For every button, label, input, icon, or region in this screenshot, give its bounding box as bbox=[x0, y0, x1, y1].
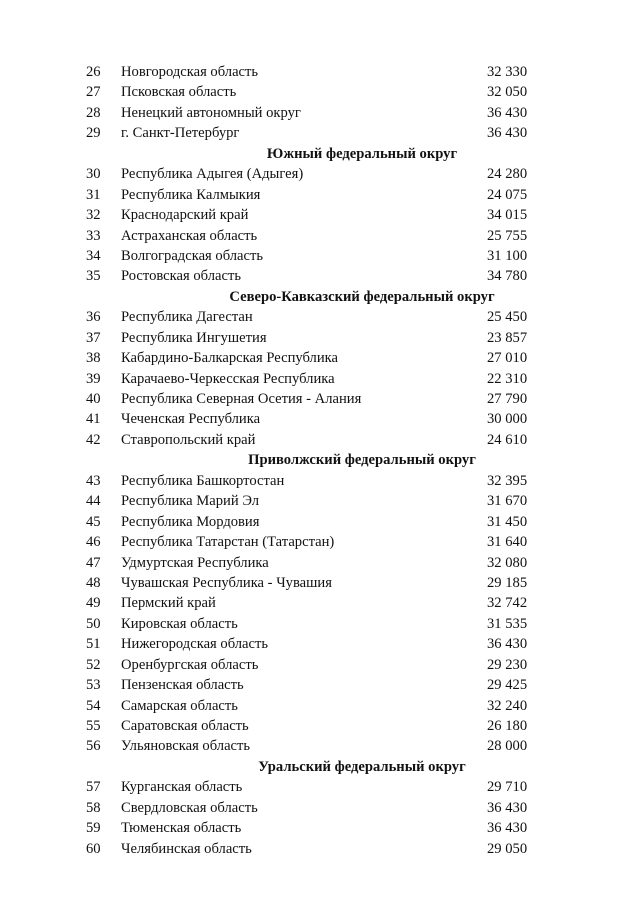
row-number: 56 bbox=[86, 738, 101, 755]
region-name: Астраханская область bbox=[121, 227, 258, 244]
region-name: г. Санкт-Петербург bbox=[121, 125, 240, 142]
row-value: 32 050 bbox=[487, 84, 528, 101]
row-number: 41 bbox=[86, 411, 101, 428]
row-number: 59 bbox=[86, 820, 101, 837]
table-row bbox=[0, 736, 640, 756]
row-number: 48 bbox=[86, 574, 101, 591]
row-number: 60 bbox=[86, 840, 101, 857]
row-number: 42 bbox=[86, 431, 101, 448]
region-name: Республика Татарстан (Татарстан) bbox=[121, 534, 335, 551]
region-name: Чеченская Республика bbox=[121, 411, 261, 428]
row-value: 36 430 bbox=[487, 104, 528, 121]
row-value: 27 010 bbox=[487, 350, 528, 367]
table-row bbox=[0, 839, 640, 859]
row-value: 23 857 bbox=[487, 329, 528, 346]
district-heading-text: Южный федеральный округ bbox=[266, 145, 458, 162]
region-name: Республика Дагестан bbox=[121, 309, 253, 326]
region-name: Ненецкий автономный округ bbox=[121, 104, 301, 121]
row-number: 39 bbox=[86, 370, 101, 387]
region-name: Республика Марий Эл bbox=[121, 493, 260, 510]
region-name: Волгоградская область bbox=[121, 247, 264, 264]
table-row bbox=[0, 491, 640, 511]
table-row bbox=[0, 655, 640, 675]
row-value: 22 310 bbox=[487, 370, 528, 387]
row-value: 25 450 bbox=[487, 309, 528, 326]
row-number: 46 bbox=[86, 534, 101, 551]
region-name: Чувашская Республика - Чувашия bbox=[121, 574, 332, 591]
region-name: Ставропольский край bbox=[121, 431, 256, 448]
row-value: 34 780 bbox=[487, 268, 528, 285]
row-number: 50 bbox=[86, 615, 101, 632]
district-heading-text: Уральский федеральный округ bbox=[258, 758, 466, 775]
table-row bbox=[0, 593, 640, 613]
row-number: 45 bbox=[86, 513, 101, 530]
region-name: Пермский край bbox=[121, 595, 216, 612]
table-row bbox=[0, 614, 640, 634]
row-value: 36 430 bbox=[487, 125, 528, 142]
row-number: 27 bbox=[86, 84, 101, 101]
row-value: 29 425 bbox=[487, 677, 528, 694]
region-table bbox=[0, 62, 640, 859]
region-name: Новгородская область bbox=[121, 64, 259, 80]
table-row bbox=[0, 430, 640, 450]
row-value: 29 230 bbox=[487, 656, 528, 673]
table-row bbox=[0, 307, 640, 327]
row-value: 36 430 bbox=[487, 799, 528, 816]
table-row bbox=[0, 634, 640, 654]
region-name: Удмуртская Республика bbox=[121, 554, 269, 571]
table-row bbox=[0, 409, 640, 429]
row-number: 52 bbox=[86, 656, 101, 673]
row-number: 29 bbox=[86, 125, 101, 142]
row-value: 36 430 bbox=[487, 820, 528, 837]
row-number: 43 bbox=[86, 472, 101, 489]
table-row bbox=[0, 389, 640, 409]
row-number: 58 bbox=[86, 799, 101, 816]
row-value: 32 395 bbox=[487, 472, 528, 489]
district-heading-text: Приволжский федеральный округ bbox=[248, 452, 476, 469]
row-value: 29 185 bbox=[487, 574, 528, 591]
table-row bbox=[0, 103, 640, 123]
row-value: 31 450 bbox=[487, 513, 528, 530]
table-row bbox=[0, 266, 640, 286]
region-name: Республика Адыгея (Адыгея) bbox=[121, 166, 304, 183]
row-value: 32 240 bbox=[487, 697, 528, 714]
row-number: 53 bbox=[86, 677, 101, 694]
table-row bbox=[0, 205, 640, 225]
table-row bbox=[0, 573, 640, 593]
row-number: 36 bbox=[86, 309, 101, 326]
row-number: 38 bbox=[86, 350, 101, 367]
row-number: 44 bbox=[86, 493, 101, 510]
row-value: 29 050 bbox=[487, 840, 528, 857]
row-value: 24 610 bbox=[487, 431, 528, 448]
region-name: Ростовская область bbox=[121, 268, 241, 285]
table-row bbox=[0, 369, 640, 389]
row-value: 31 640 bbox=[487, 534, 528, 551]
district-heading bbox=[0, 757, 640, 777]
row-number: 33 bbox=[86, 227, 101, 244]
row-value: 32 080 bbox=[487, 554, 528, 571]
row-number: 40 bbox=[86, 391, 101, 407]
row-number: 55 bbox=[86, 718, 101, 734]
row-number: 30 bbox=[86, 166, 101, 183]
row-number: 35 bbox=[86, 268, 101, 285]
row-value: 24 280 bbox=[487, 166, 528, 183]
row-value: 25 755 bbox=[487, 227, 528, 244]
table-row bbox=[0, 328, 640, 348]
row-value: 36 430 bbox=[487, 636, 528, 653]
row-number: 26 bbox=[86, 64, 101, 80]
table-row bbox=[0, 553, 640, 573]
region-name: Карачаево-Черкесская Республика bbox=[121, 370, 335, 387]
district-heading bbox=[0, 287, 640, 307]
table-row bbox=[0, 164, 640, 184]
row-number: 51 bbox=[86, 636, 101, 653]
row-value: 26 180 bbox=[487, 718, 528, 734]
row-number: 32 bbox=[86, 207, 101, 224]
region-name: Республика Калмыкия bbox=[121, 186, 261, 203]
row-number: 31 bbox=[86, 186, 101, 203]
region-name: Тюменская область bbox=[121, 820, 242, 837]
region-name: Нижегородская область bbox=[121, 636, 269, 653]
row-number: 28 bbox=[86, 104, 101, 121]
region-name: Псковская область bbox=[121, 84, 237, 101]
row-number: 34 bbox=[86, 247, 101, 264]
table-row bbox=[0, 777, 640, 797]
row-value: 30 000 bbox=[487, 411, 528, 428]
region-name: Саратовская область bbox=[121, 718, 249, 734]
district-heading bbox=[0, 144, 640, 164]
row-value: 27 790 bbox=[487, 391, 528, 407]
row-number: 37 bbox=[86, 329, 101, 346]
table-row bbox=[0, 512, 640, 532]
row-value: 34 015 bbox=[487, 207, 528, 224]
region-name: Республика Северная Осетия - Алания bbox=[121, 391, 362, 407]
region-name: Республика Башкортостан bbox=[121, 472, 285, 489]
table-row bbox=[0, 675, 640, 695]
region-name: Свердловская область bbox=[121, 799, 258, 816]
district-heading bbox=[0, 450, 640, 470]
row-value: 32 330 bbox=[487, 64, 528, 80]
table-row bbox=[0, 348, 640, 368]
region-name: Ульяновская область bbox=[121, 738, 251, 755]
row-number: 47 bbox=[86, 554, 101, 571]
table-row bbox=[0, 532, 640, 552]
region-name: Кабардино-Балкарская Республика bbox=[121, 350, 338, 367]
region-name: Самарская область bbox=[121, 697, 238, 714]
row-value: 32 742 bbox=[487, 595, 528, 612]
table-row bbox=[0, 471, 640, 491]
region-name: Челябинская область bbox=[121, 840, 252, 857]
table-row bbox=[0, 798, 640, 818]
row-value: 28 000 bbox=[487, 738, 528, 755]
table-row bbox=[0, 716, 640, 736]
table-row bbox=[0, 82, 640, 102]
row-number: 54 bbox=[86, 697, 101, 714]
region-name: Курганская область bbox=[121, 779, 243, 796]
row-value: 31 535 bbox=[487, 615, 528, 632]
table-row bbox=[0, 818, 640, 838]
table-row bbox=[0, 185, 640, 205]
row-value: 31 670 bbox=[487, 493, 528, 510]
region-name: Пензенская область bbox=[121, 677, 244, 694]
region-name: Республика Ингушетия bbox=[121, 329, 267, 346]
row-value: 29 710 bbox=[487, 779, 528, 796]
region-name: Краснодарский край bbox=[121, 207, 249, 224]
region-name: Оренбургская область bbox=[121, 656, 259, 673]
row-value: 31 100 bbox=[487, 247, 528, 264]
table-row bbox=[0, 123, 640, 143]
region-name: Республика Мордовия bbox=[121, 513, 260, 530]
table-row bbox=[0, 246, 640, 266]
row-value: 24 075 bbox=[487, 186, 528, 203]
region-name: Кировская область bbox=[121, 615, 238, 632]
row-number: 57 bbox=[86, 779, 101, 796]
table-row bbox=[0, 696, 640, 716]
district-heading-text: Северо-Кавказский федеральный округ bbox=[229, 288, 495, 305]
table-row bbox=[0, 226, 640, 246]
row-number: 49 bbox=[86, 595, 101, 612]
table-row bbox=[0, 62, 640, 82]
